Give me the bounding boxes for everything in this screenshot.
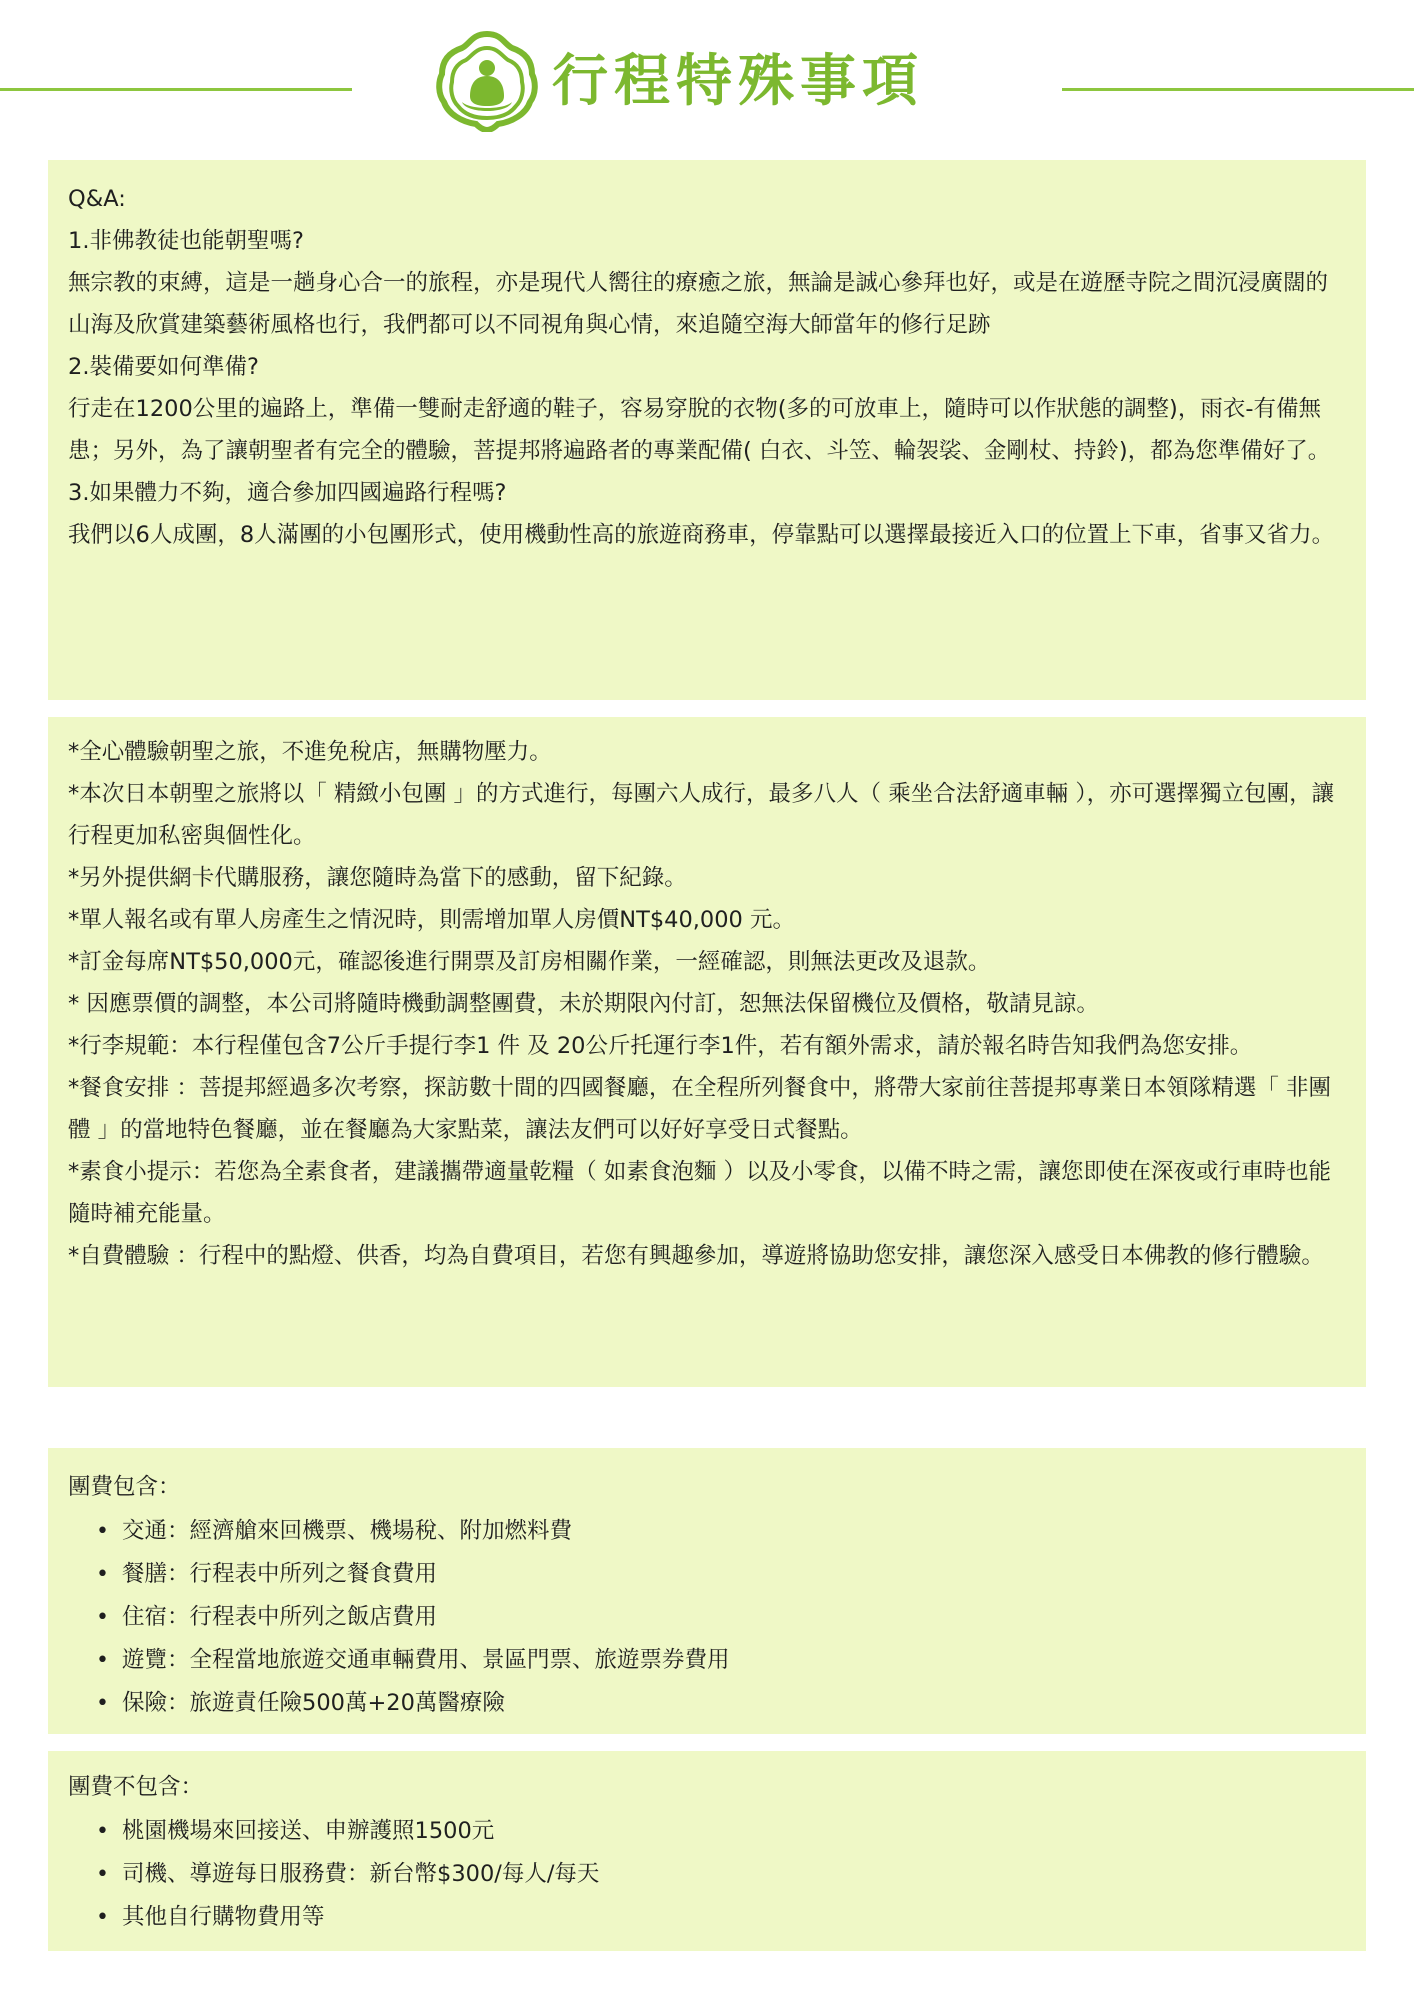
header-divider-right bbox=[1062, 88, 1414, 91]
qa-answer-1: 無宗教的束縛，這是一趟身心合一的旅程，亦是現代人嚮往的療癒之旅，無論是誠心參拜也好，或是在遊歷寺院之間沉浸廣闊的山海及欣賞建築藝術風格也行，我們都可以不同視角與心情，來追隨空海大師當年的修行足跡 bbox=[68, 270, 1329, 338]
list-item bbox=[96, 1853, 1346, 1896]
qa-question-2: 2.裝備要如何準備? bbox=[68, 354, 259, 380]
page-title: 行程特殊事項 bbox=[552, 49, 924, 114]
note-item: *素食小提示：若您為全素食者，建議攜帶適量乾糧（ 如素食泡麵 ）以及小零食，以備不時之需，讓您即使在深夜或行車時也能隨時補充能量。 bbox=[68, 1159, 1332, 1227]
qa-heading: Q&A: bbox=[68, 186, 126, 212]
included-heading: 團費包含： bbox=[68, 1474, 181, 1500]
page-header bbox=[0, 0, 1414, 150]
note-item: *自費體驗 ：行程中的點燈、供香，均為自費項目，若您有興趣參加，導遊將協助您安排，讓您深入感受日本佛教的修行體驗。 bbox=[68, 1243, 1324, 1269]
list-item bbox=[96, 1810, 1346, 1853]
bullet-icon: • bbox=[96, 1905, 109, 1930]
excluded-panel bbox=[48, 1751, 1366, 1951]
note-item: *全心體驗朝聖之旅，不進免稅店，無購物壓力。 bbox=[68, 739, 552, 765]
header-divider-left bbox=[0, 88, 352, 91]
bullet-icon: • bbox=[96, 1691, 109, 1716]
qa-question-3: 3.如果體力不夠，適合參加四國遍路行程嗎? bbox=[68, 480, 507, 506]
bullet-icon: • bbox=[96, 1605, 109, 1630]
list-item-text: 餐膳：行程表中所列之餐食費用 bbox=[122, 1561, 438, 1587]
bullet-icon: • bbox=[96, 1862, 109, 1887]
qa-answer-2: 行走在1200公里的遍路上，準備一雙耐走舒適的鞋子，容易穿脫的衣物(多的可放車上，隨時可以作狀態的調整)，雨衣-有備無患；另外，為了讓朝聖者有完全的體驗，菩提邦將遍路者的專業配備( 白衣、斗笠、輪袈裟、金剛杖、持鈴)，都為您準備好了。 bbox=[68, 396, 1331, 464]
qa-answer-3: 我們以6人成團，8人滿團的小包團形式，使用機動性高的旅遊商務車，停靠點可以選擇最接近入口的位置上下車，省事又省力。 bbox=[68, 522, 1335, 548]
qa-question-1: 1.非佛教徒也能朝聖嗎? bbox=[68, 228, 304, 254]
list-item-text: 司機、導遊每日服務費：新台幣$300/每人/每天 bbox=[122, 1861, 600, 1887]
list-item bbox=[96, 1682, 1346, 1725]
excluded-heading: 團費不包含： bbox=[68, 1774, 204, 1800]
bullet-icon: • bbox=[96, 1519, 109, 1544]
note-item: *另外提供網卡代購服務，讓您隨時為當下的感動，留下紀錄。 bbox=[68, 865, 687, 891]
notes-panel bbox=[48, 717, 1366, 1387]
list-item bbox=[96, 1553, 1346, 1596]
list-item-text: 遊覽：全程當地旅遊交通車輛費用、景區門票、旅遊票券費用 bbox=[122, 1647, 730, 1673]
note-item: * 因應票價的調整，本公司將隨時機動調整團費，未於期限內付訂，恕無法保留機位及價格，敬請見諒。 bbox=[68, 991, 1099, 1017]
list-item bbox=[96, 1596, 1346, 1639]
included-list bbox=[68, 1510, 1346, 1725]
excluded-list bbox=[68, 1810, 1346, 1939]
qa-panel bbox=[48, 160, 1366, 700]
bullet-icon: • bbox=[96, 1819, 109, 1844]
bullet-icon: • bbox=[96, 1648, 109, 1673]
note-item: *本次日本朝聖之旅將以「 精緻小包團 」的方式進行，每團六人成行，最多八人（ 乘坐合法舒適車輛 ），亦可選擇獨立包團，讓行程更加私密與個性化。 bbox=[68, 781, 1335, 849]
note-item: *行李規範：本行程僅包含7公斤手提行李1 件 及 20公斤托運行李1件，若有額外需求，請於報名時告知我們為您安排。 bbox=[68, 1033, 1253, 1059]
included-panel bbox=[48, 1448, 1366, 1734]
list-item bbox=[96, 1510, 1346, 1553]
list-item-text: 其他自行購物費用等 bbox=[122, 1904, 325, 1930]
note-item: *餐食安排 ：菩提邦經過多次考察，探訪數十間的四國餐廳，在全程所列餐食中，將帶大家前往菩提邦專業日本領隊精選「 非團體 」的當地特色餐廳，並在餐廳為大家點菜，讓法友們可以好好享受日式餐點。 bbox=[68, 1075, 1332, 1143]
list-item-text: 住宿：行程表中所列之飯店費用 bbox=[122, 1604, 438, 1630]
list-item-text: 桃園機場來回接送、申辦護照1500元 bbox=[122, 1818, 495, 1844]
list-item-text: 保險：旅遊責任險500萬+20萬醫療險 bbox=[122, 1690, 505, 1716]
lotus-buddha-icon bbox=[432, 30, 542, 132]
note-item: *單人報名或有單人房產生之情況時，則需增加單人房價NT$40,000 元。 bbox=[68, 907, 796, 933]
list-item bbox=[96, 1639, 1346, 1682]
bullet-icon: • bbox=[96, 1562, 109, 1587]
list-item bbox=[96, 1896, 1346, 1939]
list-item-text: 交通：經濟艙來回機票、機場稅、附加燃料費 bbox=[122, 1518, 573, 1544]
note-item: *訂金每席NT$50,000元，確認後進行開票及訂房相關作業，一經確認，則無法更改及退款。 bbox=[68, 949, 991, 975]
